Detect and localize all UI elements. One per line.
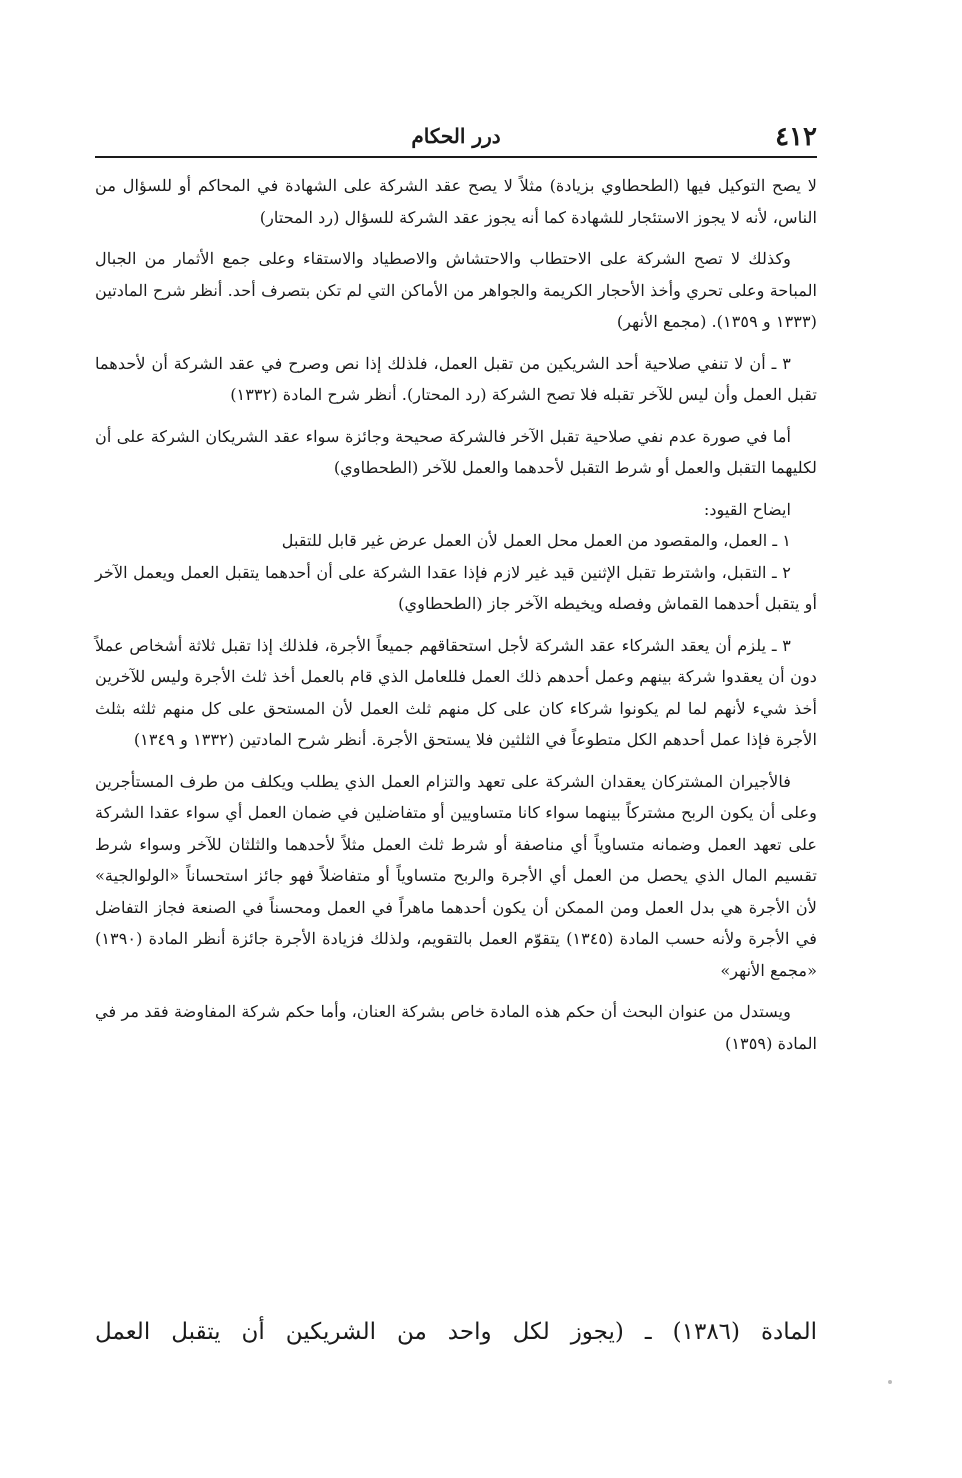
article-heading: المادة (١٣٨٦) ـ (يجوز لكل واحد من الشريكين أن يتقبل العمل (95, 1319, 817, 1345)
running-title: درر الحكام (411, 124, 501, 148)
paragraph-3: ٣ ـ أن لا تنفي صلاحية أحد الشريكين من تقبل العمل، فلذلك إذا نص وصرح في عقد الشركة أن لأحدهما تقبل العمل وأن ليس للآخر تقبله فلا تصح الشركة (رد المحتار). أنظر شرح المادة (١٣٣٢) (95, 353, 817, 404)
clarification-item-1: ١ ـ العمل، والمقصود من العمل محل العمل لأن العمل عرض غير قابل للتقبل (281, 531, 791, 550)
clarification-item-2: ٢ ـ التقبل، واشترط تقبل الإثنين قيد غير لازم فإذا عقدا الشركة على أن أحدهما يتقبل العمل ويعمل الآخر أو يتقبل أحدهما القماش وفصله ويخيطه الآخر جاز (الطحطاوي) (95, 562, 817, 613)
paragraph-hired-workers: فالأجيران المشتركان يعقدان الشركة على تعهد والتزام العمل الذي يطلب ويكلف من طرف المستأجرين وعلى أن يكون الربح مشتركاً بينهما سواء كانا متساويين أو متفاضلين في ضمان العمل أي سواء عقدا الشركة على تعهد العمل وضمانه متساوياً أي مناصفة أو شرط ثلث العمل مثلاً لأحدهما والثلثان للآخر وسواء شرط تقسيم المال الذي يحصل من العمل أي الأجرة والربح متساوياً أو متفاضلاً فهو جائز استحساناً «الولوالجية» لأن الأجرة هي بدل العمل ومن الممكن أن يكون أحدهما ماهراً في العمل ومحسناً في الصنعة فجاز التفاضل في الأجرة ولأنه حسب المادة (١٣٤٥) يتقوّم العمل بالتقويم، ولذلك فزيادة الأجرة جائزة أنظر المادة (١٣٩٠) «مجمع الأنهر» (95, 771, 817, 980)
page-number: ٤١٢ (775, 122, 817, 152)
document-page (95, 118, 817, 1069)
scan-dot (888, 1380, 892, 1384)
page-header (95, 118, 817, 158)
paragraph-conclusion: ويستدل من عنوان البحث أن حكم هذه المادة خاص بشركة العنان، وأما حكم شركة المفاوضة فقد مر في المادة (١٣٥٩) (95, 1002, 817, 1053)
paragraph-4: أما في صورة عدم نفي صلاحية تقبل الآخر فالشركة صحيحة وجائزة سواء عقد الشريكان الشركة على أن لكليهما التقبل والعمل أو شرط التقبل لأحدهما والعمل للآخر (الطحطاوي) (95, 426, 817, 477)
paragraph-2: وكذلك لا تصح الشركة على الاحتطاب والاحتشاش والاصطياد والاستقاء وعلى جمع الأثمار من الجبال المباحة وعلى تحري وأخذ الأحجار الكريمة والجواهر من الأماكن التي لم تكن بتصرف أحد. أنظر شرح المادتين (١٣٣٣ و ١٣٥٩). (مجمع الأنهر) (95, 249, 817, 331)
paragraph-1: لا يصح التوكيل فيها (الطحطاوي بزيادة) مثلاً لا يصح عقد الشركة على الشهادة في المحاكم أو للسؤال من الناس، لأنه لا يجوز الاستئجار للشهادة كما أنه يجوز عقد الشركة للسؤال (رد المحتار) (95, 176, 817, 227)
body-text (95, 170, 817, 1059)
paragraph-condition-3: ٣ ـ يلزم أن يعقد الشركاء عقد الشركة لأجل استحقاقهم جميعاً الأجرة، فلذلك إذا تقبل ثلاثة أشخاص عملاً دون أن يعقدوا شركة بينهم وعمل أحدهم ذلك العمل فللعامل الذي قام بالعمل أخذ ثلث الأجرة وليس للآخرين أخذ شيء لأنهم لما لم يكونوا شركاء كان على كل منهم ثلث العمل لأن المستحق على كل منهم ثلثه بثلث الأجرة فإذا عمل أحدهم الكل متطوعاً في الثلثين فلا يستحق الأجرة. أنظر شرح المادتين (١٣٣٢ و ١٣٤٩) (95, 635, 817, 749)
clarification-heading: ايضاح القيود: (703, 499, 791, 519)
